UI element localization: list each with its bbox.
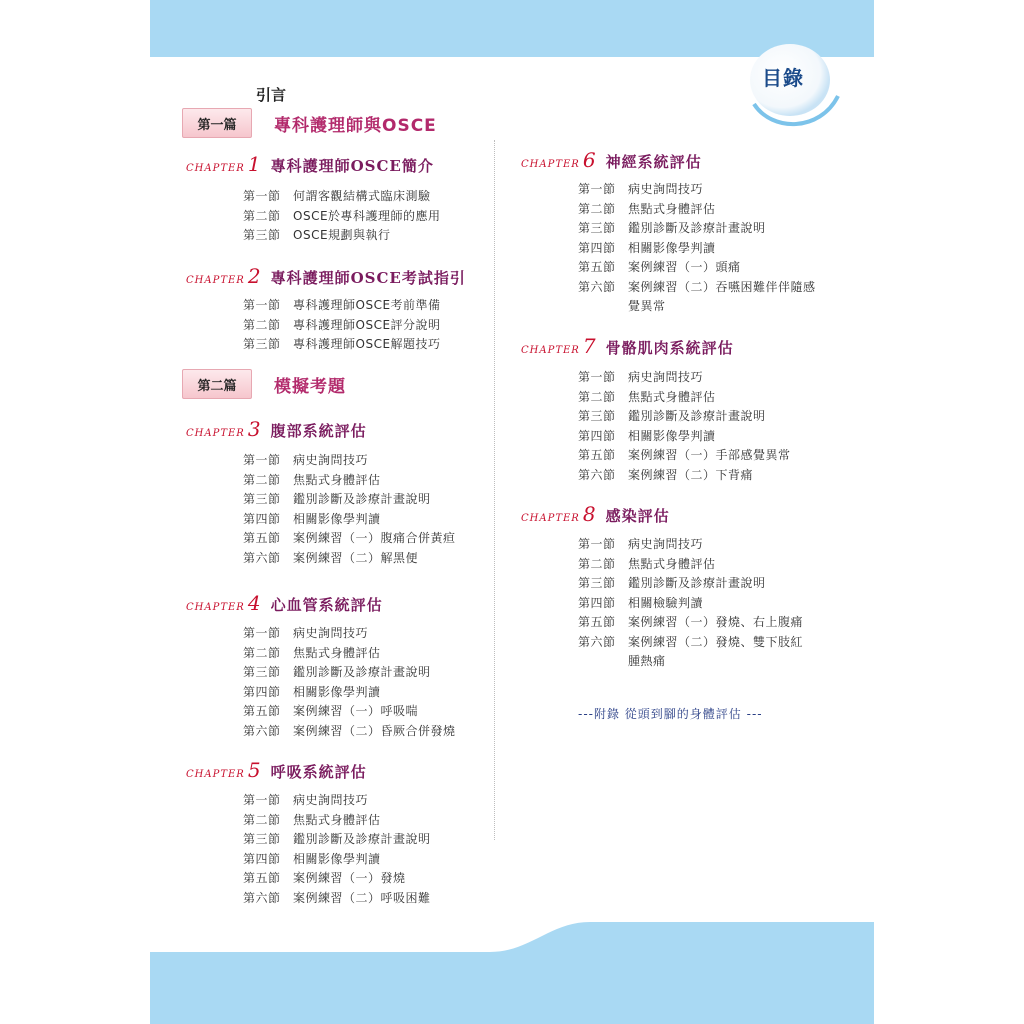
section-entry — [578, 594, 703, 614]
section-number: 第三節 — [578, 576, 616, 590]
section-title: 病史詢問技巧 — [628, 182, 704, 196]
section-entry — [578, 446, 791, 466]
part-title: 模擬考題 — [274, 376, 346, 397]
section-number: 第二節 — [243, 317, 281, 332]
section-title: 焦點式身體評估 — [628, 201, 716, 216]
section-entry — [243, 624, 368, 644]
section-number: 第六節 — [578, 634, 616, 649]
section-number: 第六節 — [578, 279, 616, 294]
section-entry — [243, 335, 441, 355]
section-title: 相關影像學判讀 — [293, 511, 381, 526]
section-entry — [578, 278, 816, 298]
chapter-title: 神經系統評估 — [605, 153, 702, 171]
section-title: 鑑別診斷及診療計畫說明 — [293, 492, 431, 506]
section-number: 第一節 — [243, 793, 281, 807]
section-number: 第六節 — [243, 723, 281, 738]
section-number: 第一節 — [243, 189, 281, 203]
chapter-heading — [186, 758, 367, 782]
chapter-title: 呼吸系統評估 — [270, 763, 367, 781]
section-title: 病史詢問技巧 — [293, 793, 369, 807]
section-title: OSCE規劃與執行 — [293, 228, 391, 242]
section-title: 焦點式身體評估 — [293, 645, 381, 660]
section-title: 專科護理師OSCE解題技巧 — [293, 337, 441, 351]
chapter-word: CHAPTER — [521, 345, 580, 356]
section-entry — [243, 226, 391, 246]
section-number: 第四節 — [243, 851, 281, 866]
chapter-title: 心血管系統評估 — [270, 596, 383, 614]
chapter-number: 2 — [247, 264, 261, 288]
chapter-number: 4 — [247, 591, 261, 615]
section-number: 第三節 — [578, 409, 616, 423]
section-title: OSCE於專科護理師的應用 — [293, 208, 441, 223]
intro-heading: 引言 — [256, 86, 287, 104]
chapter-heading — [186, 152, 434, 176]
section-entry — [243, 207, 441, 227]
section-entry — [243, 791, 368, 811]
chapter-word: CHAPTER — [521, 513, 580, 524]
section-number: 第一節 — [578, 182, 616, 196]
section-number: 第五節 — [578, 448, 616, 462]
section-entry — [243, 644, 381, 664]
section-number: 第四節 — [243, 511, 281, 526]
column-divider — [494, 140, 495, 840]
part-title: 專科護理師與OSCE — [274, 115, 437, 136]
section-entry — [243, 889, 431, 909]
section-entry — [578, 407, 766, 427]
chapter-word: CHAPTER — [521, 159, 580, 170]
section-number: 第二節 — [243, 645, 281, 660]
section-title: 案例練習（二）呼吸困難 — [293, 890, 431, 905]
bottom-wave-decoration — [150, 920, 874, 954]
chapter-heading — [186, 264, 466, 288]
chapter-title: 專科護理師OSCE考試指引 — [270, 269, 466, 287]
section-entry — [243, 510, 381, 530]
section-entry — [578, 427, 716, 447]
chapter-word: CHAPTER — [186, 602, 245, 613]
section-title: 相關影像學判讀 — [293, 684, 381, 699]
section-indent — [578, 297, 628, 317]
section-entry — [578, 219, 766, 239]
section-title: 案例練習（一）腹痛合併黃疸 — [293, 531, 456, 545]
section-title: 案例練習（一）呼吸喘 — [293, 704, 419, 718]
chapter-number: 8 — [582, 502, 596, 526]
section-number: 第二節 — [243, 472, 281, 487]
chapter-word: CHAPTER — [186, 428, 245, 439]
chapter-number: 5 — [247, 758, 261, 782]
section-title: 鑑別診斷及診療計畫說明 — [628, 576, 766, 590]
chapter-word: CHAPTER — [186, 275, 245, 286]
appendix-line: ---附錄 從頭到腳的身體評估 --- — [578, 707, 763, 721]
part-label: 第二篇 — [182, 369, 252, 399]
section-entry — [243, 316, 441, 336]
section-title: 焦點式身體評估 — [628, 556, 716, 571]
toc-title: 目錄 — [762, 66, 804, 90]
part-label: 第一篇 — [182, 108, 252, 138]
section-number: 第三節 — [243, 492, 281, 506]
chapter-title: 腹部系統評估 — [270, 422, 367, 440]
section-entry — [243, 850, 381, 870]
chapter-number: 6 — [582, 148, 596, 172]
section-title: 相關影像學判讀 — [628, 428, 716, 443]
section-entry — [578, 200, 716, 220]
section-entry — [243, 811, 381, 831]
section-title: 案例練習（二）下背痛 — [628, 467, 754, 482]
section-entry — [578, 535, 703, 555]
chapter-number: 7 — [582, 334, 596, 358]
section-entry — [243, 869, 406, 889]
section-title: 焦點式身體評估 — [628, 389, 716, 404]
section-number: 第五節 — [243, 704, 281, 718]
section-entry — [243, 490, 431, 510]
section-title: 案例練習（一）發燒、右上腹痛 — [628, 615, 804, 629]
section-title: 鑑別診斷及診療計畫說明 — [293, 665, 431, 679]
section-number: 第一節 — [243, 626, 281, 640]
section-number: 第五節 — [243, 871, 281, 885]
section-title: 相關影像學判讀 — [628, 240, 716, 255]
section-number: 第四節 — [243, 684, 281, 699]
section-entry — [578, 613, 803, 633]
section-title: 案例練習（二）解黑便 — [293, 550, 419, 565]
chapter-number: 3 — [247, 417, 261, 441]
section-title: 何謂客觀結構式臨床測驗 — [293, 189, 431, 203]
section-number: 第三節 — [578, 221, 616, 235]
section-number: 第六節 — [578, 467, 616, 482]
section-entry — [578, 388, 716, 408]
section-title: 鑑別診斷及診療計畫說明 — [628, 409, 766, 423]
part-two — [182, 369, 346, 399]
section-entry — [243, 683, 381, 703]
section-title-continued: 腫熱痛 — [628, 654, 666, 668]
section-entry — [243, 529, 456, 549]
section-entry — [578, 466, 753, 486]
section-entry — [243, 451, 368, 471]
chapter-heading — [521, 148, 702, 172]
section-title: 案例練習（一）頭痛 — [628, 260, 741, 274]
section-entry — [578, 258, 741, 278]
section-entry — [243, 471, 381, 491]
section-entry — [243, 187, 431, 207]
section-number: 第三節 — [243, 337, 281, 351]
section-number: 第一節 — [243, 453, 281, 467]
section-number: 第五節 — [578, 615, 616, 629]
section-entry — [243, 702, 418, 722]
section-title: 案例練習（二）昏厥合併發燒 — [293, 723, 456, 738]
section-title: 焦點式身體評估 — [293, 472, 381, 487]
section-number: 第二節 — [578, 201, 616, 216]
section-number: 第六節 — [243, 550, 281, 565]
section-title: 相關影像學判讀 — [293, 851, 381, 866]
chapter-title: 專科護理師OSCE簡介 — [270, 157, 434, 175]
section-entry — [578, 633, 803, 653]
section-entry — [578, 555, 716, 575]
section-number: 第三節 — [243, 665, 281, 679]
section-number: 第一節 — [578, 370, 616, 384]
section-number: 第三節 — [243, 228, 281, 242]
section-number: 第六節 — [243, 890, 281, 905]
section-title: 案例練習（一）手部感覺異常 — [628, 448, 791, 462]
section-entry — [578, 574, 766, 594]
section-title: 病史詢問技巧 — [293, 453, 369, 467]
section-title: 病史詢問技巧 — [628, 537, 704, 551]
section-entry — [578, 239, 716, 259]
section-number: 第三節 — [243, 832, 281, 846]
section-title: 案例練習（一）發燒 — [293, 871, 406, 885]
section-number: 第二節 — [243, 812, 281, 827]
chapter-heading — [521, 334, 734, 358]
section-entry — [578, 368, 703, 388]
section-entry-continued — [578, 652, 666, 672]
chapter-number: 1 — [247, 152, 261, 176]
section-title: 專科護理師OSCE評分說明 — [293, 317, 441, 332]
section-title: 焦點式身體評估 — [293, 812, 381, 827]
section-title: 案例練習（二）發燒、雙下肢紅 — [628, 634, 804, 649]
section-entry — [243, 830, 431, 850]
section-number: 第四節 — [578, 595, 616, 610]
section-number: 第五節 — [243, 531, 281, 545]
section-title: 病史詢問技巧 — [628, 370, 704, 384]
section-entry — [578, 180, 703, 200]
section-title: 鑑別診斷及診療計畫說明 — [628, 221, 766, 235]
chapter-word: CHAPTER — [186, 163, 245, 174]
chapter-word: CHAPTER — [186, 769, 245, 780]
section-title: 病史詢問技巧 — [293, 626, 369, 640]
bottom-color-band — [150, 952, 874, 1024]
chapter-heading — [186, 417, 367, 441]
section-entry-continued — [578, 297, 666, 317]
section-entry — [243, 722, 456, 742]
section-title-continued: 覺異常 — [628, 299, 666, 313]
section-title: 鑑別診斷及診療計畫說明 — [293, 832, 431, 846]
section-entry — [243, 663, 431, 683]
section-number: 第一節 — [243, 298, 281, 312]
section-number: 第二節 — [243, 208, 281, 223]
section-entry — [243, 296, 441, 316]
section-title: 案例練習（二）吞嚥困難伴伴隨感 — [628, 279, 816, 294]
section-number: 第二節 — [578, 389, 616, 404]
section-number: 第四節 — [578, 428, 616, 443]
chapter-title: 骨骼肌肉系統評估 — [605, 339, 734, 357]
section-number: 第一節 — [578, 537, 616, 551]
section-number: 第二節 — [578, 556, 616, 571]
section-title: 相關檢驗判讀 — [628, 595, 704, 610]
section-number: 第四節 — [578, 240, 616, 255]
section-indent — [578, 652, 628, 672]
chapter-heading — [521, 502, 670, 526]
chapter-title: 感染評估 — [605, 507, 670, 525]
section-entry — [243, 549, 418, 569]
section-title: 專科護理師OSCE考前準備 — [293, 298, 441, 312]
part-one — [182, 108, 437, 138]
section-number: 第五節 — [578, 260, 616, 274]
chapter-heading — [186, 591, 383, 615]
